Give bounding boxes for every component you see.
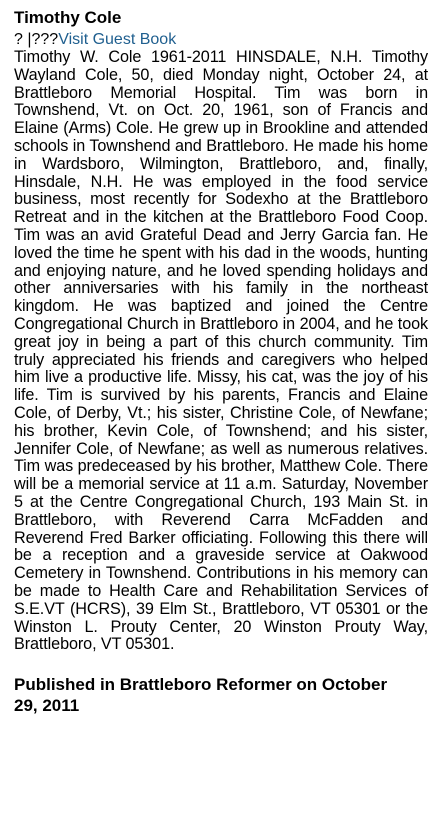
obituary-body: Timothy W. Cole 1961-2011 HINSDALE, N.H. Timothy Wayland Cole, 50, died Monday night, October 24, at Brattleboro Memorial Hospital. Tim was born in Townshend, Vt. on Oct. 20, 1961, son of Francis and Elaine (Arms) Cole. He grew up in Brookline and attended schools in Townshend and Brattleboro. He made his home in Wardsboro, Wilmington, Brattleboro, and, finally, Hinsdale, N.H. He was employed in the food service business, most recently for Sodexho at the Brattleboro Retreat and in the kitchen at the Brattleboro Food Coop. Tim was an avid Grateful Dead and Jerry Garcia fan. He loved the time he spent with his dad in the woods, hunting and enjoying nature, and he loved spending holidays and other anniversaries with his family in the northeast kingdom. He was baptized and joined the Centre Congregational Church in Brattleboro in 2004, and he took great joy in being a part of this church community. Tim truly appreciated his friends and caregivers who helped him live a productive life. Missy, his cat, was the joy of his life. Tim is survived by his parents, Francis and Elaine Cole, of Derby, Vt.; his sister, Christine Cole, of Newfane; his brother, Kevin Cole, of Townshend; and his sister, Jennifer Cole, of Newfane; as well as numerous relatives. Tim was predeceased by his brother, Matthew Cole. There will be a memorial service at 11 a.m. Saturday, November 5 at the Centre Congregational Church, 193 Main St. in Brattleboro, with Reverend Carra McFadden and Reverend Fred Barker officiating. Following this there will be a reception and a graveside service at Oakwood Cemetery in Townshend. Contributions in his memory can be made to Health Care and Rehabilitation Services of S.E.VT (HCRS), 39 Elm St., Brattleboro, VT 05301 or the Winston L. Prouty Center, 20 Winston Prouty Way, Brattleboro, VT 05301. [14,48,428,654]
obituary-container [14,8,428,716]
obituary-prefix: ? |??? [14,31,59,48]
obituary-meta-line [14,30,428,49]
obituary-name: Timothy Cole [14,8,122,27]
visit-guest-book-link[interactable]: Visit Guest Book [58,31,177,48]
published-notice: Published in Brattleboro Reformer on October 29, 2011 [14,675,388,716]
